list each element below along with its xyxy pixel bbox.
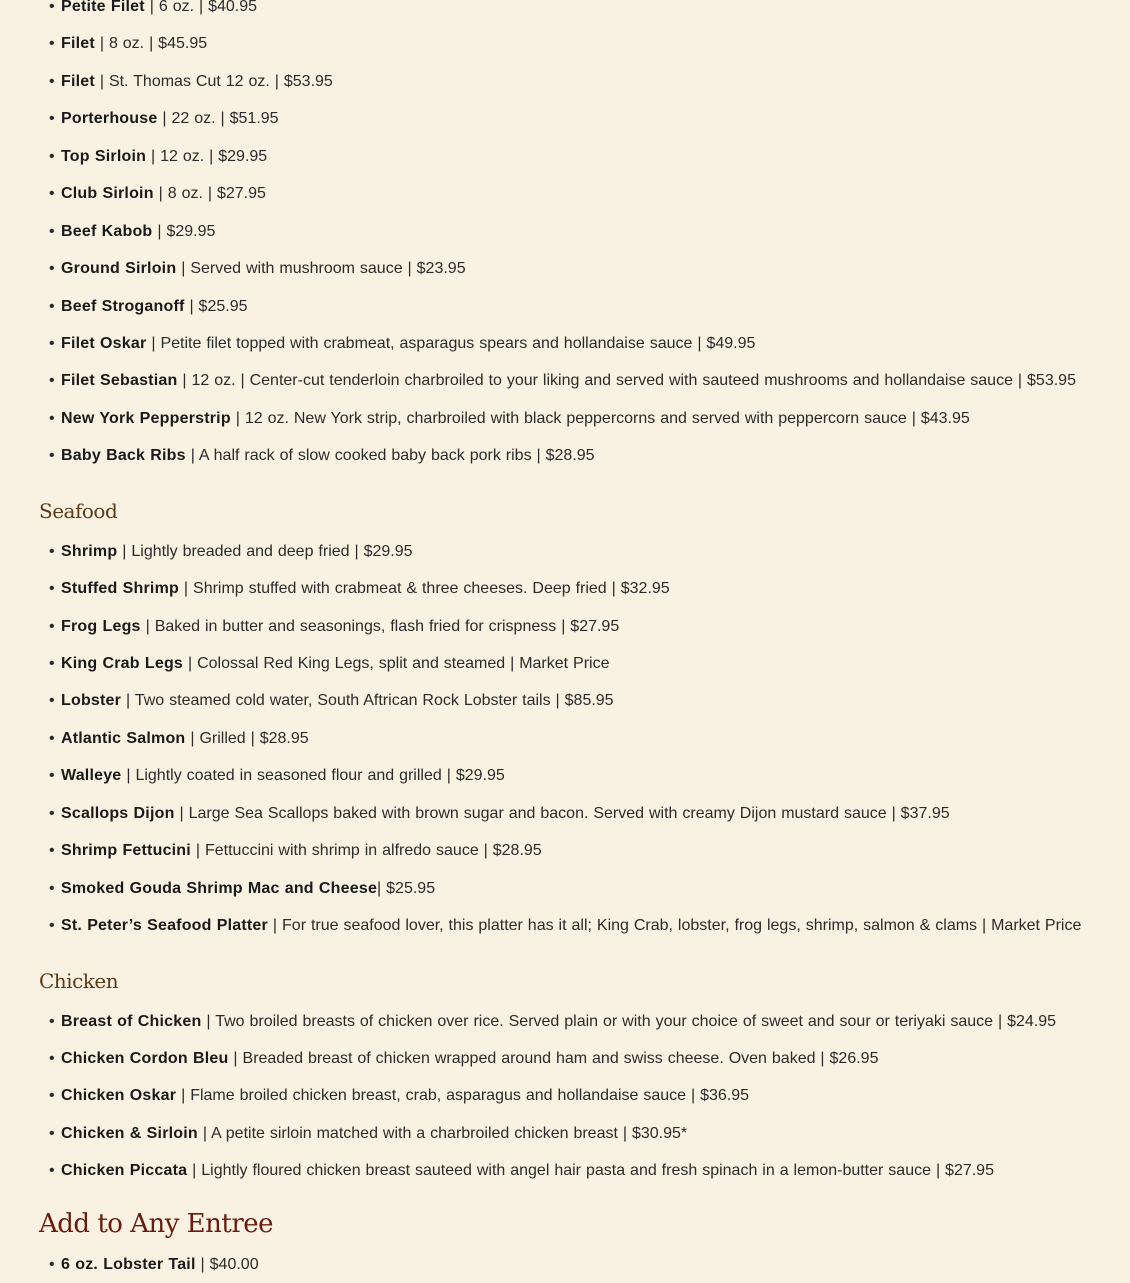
bullet: • bbox=[49, 767, 55, 785]
menu-item bbox=[0, 720, 1130, 757]
menu-item-detail: | $25.95 bbox=[184, 297, 248, 315]
menu-item-name: Lobster bbox=[61, 692, 122, 710]
menu-item bbox=[0, 1246, 1130, 1283]
menu-item bbox=[0, 682, 1130, 719]
menu-item-name: Beef Stroganoff bbox=[61, 297, 185, 315]
menu-item bbox=[0, 250, 1130, 287]
menu-item-name: Chicken & Sirloin bbox=[61, 1124, 198, 1142]
menu-item bbox=[0, 437, 1130, 474]
menu-item-name: Scallops Dijon bbox=[61, 804, 175, 822]
bullet: • bbox=[49, 1255, 55, 1273]
menu-item-detail: | Flame broiled chicken breast, crab, asparagus and hollandaise sauce | $36.95 bbox=[176, 1087, 750, 1105]
menu-item bbox=[0, 1077, 1130, 1114]
menu-item-name: Chicken Piccata bbox=[61, 1162, 188, 1180]
menu-item bbox=[0, 138, 1130, 175]
bullet: • bbox=[49, 0, 55, 15]
bullet: • bbox=[49, 260, 55, 278]
menu-item-name: New York Pepperstrip bbox=[61, 409, 231, 427]
bullet: • bbox=[49, 1012, 55, 1030]
menu-item-name: Smoked Gouda Shrimp Mac and Cheese bbox=[61, 879, 378, 897]
menu-item-name: Porterhouse bbox=[61, 110, 158, 128]
menu-item-detail: | Petite filet topped with crabmeat, asparagus spears and hollandaise sauce | $49.95 bbox=[146, 334, 756, 352]
menu-item bbox=[0, 288, 1130, 325]
section-title-chicken: Chicken bbox=[39, 968, 119, 993]
bullet: • bbox=[49, 804, 55, 822]
menu-item bbox=[0, 1003, 1130, 1040]
menu-item-detail: | 8 oz. | $45.95 bbox=[94, 35, 208, 53]
bullet: • bbox=[49, 580, 55, 598]
menu-item-detail: | Lightly coated in seasoned flour and grilled | $29.95 bbox=[121, 767, 505, 785]
menu-item-name: Ground Sirloin bbox=[61, 260, 177, 278]
menu-item-detail: | Colossal Red King Legs, split and steamed | Market Price bbox=[183, 655, 610, 672]
menu-item bbox=[0, 362, 1130, 399]
bullet: • bbox=[49, 1162, 55, 1180]
bullet: • bbox=[49, 842, 55, 860]
menu-item-detail: | Fettuccini with shrimp in alfredo sauce | $28.95 bbox=[190, 842, 542, 860]
menu-item bbox=[0, 757, 1130, 794]
bullet: • bbox=[49, 185, 55, 203]
bullet: • bbox=[49, 692, 55, 710]
menu-item bbox=[0, 608, 1130, 645]
menu-item-name: Chicken Cordon Bleu bbox=[61, 1049, 229, 1067]
section-title-seafood: Seafood bbox=[39, 498, 118, 523]
menu-item-name: Shrimp Fettucini bbox=[61, 842, 191, 860]
bullet: • bbox=[49, 147, 55, 165]
menu-item bbox=[0, 907, 1130, 944]
menu-item-detail: | A half rack of slow cooked baby back pork ribs | $28.95 bbox=[185, 447, 595, 465]
bullet: • bbox=[49, 447, 55, 465]
bullet: • bbox=[49, 542, 55, 560]
menu-item-detail: | $25.95 bbox=[377, 879, 436, 897]
menu-item-detail: | 12 oz. | Center-cut tenderloin charbroiled to your liking and served with sauteed mushrooms and hollandaise sauce | $53.95 bbox=[177, 372, 1076, 390]
bullet: • bbox=[49, 297, 55, 315]
menu-item-name: Filet bbox=[61, 72, 95, 90]
bullet: • bbox=[49, 110, 55, 128]
bullet: • bbox=[49, 879, 55, 897]
section-title-add-to-entree: Add to Any Entree bbox=[39, 1208, 274, 1239]
menu-item-name: Club Sirloin bbox=[61, 185, 154, 203]
menu-item-detail: | St. Thomas Cut 12 oz. | $53.95 bbox=[94, 72, 333, 90]
bullet: • bbox=[49, 1049, 55, 1067]
menu-item bbox=[0, 213, 1130, 250]
menu-item-name: Filet Oskar bbox=[61, 334, 147, 352]
menu-item-name: Filet Sebastian bbox=[61, 372, 178, 390]
bullet: • bbox=[49, 617, 55, 635]
menu-item bbox=[0, 175, 1130, 212]
menu-item-detail: | 12 oz. New York strip, charbroiled with black peppercorns and served with peppercorn sauce | $43.95 bbox=[230, 409, 970, 427]
menu-item-detail: | Grilled | $28.95 bbox=[185, 729, 309, 747]
bullet: • bbox=[49, 35, 55, 53]
bullet: • bbox=[49, 409, 55, 427]
menu-item-detail: | 12 oz. | $29.95 bbox=[146, 147, 268, 165]
menu-item-detail: | 22 oz. | $51.95 bbox=[157, 110, 279, 128]
menu-item-detail: | A petite sirloin matched with a charbroiled chicken breast | $30.95* bbox=[197, 1124, 688, 1142]
menu-item-detail: | Large Sea Scallops baked with brown sugar and bacon. Served with creamy Dijon mustard sauce | $37.95 bbox=[174, 804, 950, 822]
bullet: • bbox=[49, 917, 55, 935]
menu-item-name: 6 oz. Lobster Tail bbox=[61, 1255, 196, 1273]
menu-item-name: Atlantic Salmon bbox=[61, 729, 186, 747]
menu-item bbox=[0, 0, 1130, 25]
menu-item-detail: | 8 oz. | $27.95 bbox=[153, 185, 266, 203]
menu-item-detail: | Baked in butter and seasonings, flash fried for crispness | $27.95 bbox=[140, 617, 620, 635]
menu-item-detail: | $40.00 bbox=[195, 1255, 259, 1273]
menu-item-name: Filet bbox=[61, 35, 95, 53]
menu-item-name: King Crab Legs bbox=[61, 655, 184, 672]
menu-item bbox=[0, 325, 1130, 362]
menu-item bbox=[0, 570, 1130, 607]
menu-item-name: St. Peter’s Seafood Platter bbox=[61, 917, 268, 935]
bullet: • bbox=[49, 372, 55, 390]
menu-item-detail: | For true seafood lover, this platter has it all; King Crab, lobster, frog legs, shrimp, salmon & clams | Market Price bbox=[267, 917, 1082, 935]
menu-item bbox=[0, 1040, 1130, 1077]
menu-item bbox=[0, 100, 1130, 137]
addon-list bbox=[0, 1246, 1130, 1283]
menu-item-detail: | 6 oz. | $40.95 bbox=[144, 0, 258, 15]
menu-item-detail: | $29.95 bbox=[152, 222, 216, 240]
menu-item-detail: | Served with mushroom sauce | $23.95 bbox=[176, 260, 466, 278]
menu-item bbox=[0, 25, 1130, 62]
bullet: • bbox=[49, 334, 55, 352]
menu-item bbox=[0, 1152, 1130, 1189]
menu-item-detail: | Shrimp stuffed with crabmeat & three cheeses. Deep fried | $32.95 bbox=[178, 580, 670, 598]
menu-item-name: Stuffed Shrimp bbox=[61, 580, 179, 598]
menu-item bbox=[0, 533, 1130, 570]
menu-item-detail: | Two broiled breasts of chicken over rice. Served plain or with your choice of sweet and sour or teriyaki sauce | $24.95 bbox=[201, 1012, 1057, 1030]
menu-item bbox=[0, 795, 1130, 832]
menu-item-detail: | Lightly breaded and deep fried | $29.95 bbox=[117, 542, 413, 560]
menu-item bbox=[0, 832, 1130, 869]
menu-item-name: Petite Filet bbox=[61, 0, 145, 15]
menu-item bbox=[0, 870, 1130, 907]
menu-item-name: Walleye bbox=[61, 767, 122, 785]
menu-item-name: Chicken Oskar bbox=[61, 1087, 177, 1105]
menu-item-name: Beef Kabob bbox=[61, 222, 153, 240]
chicken-list bbox=[0, 1003, 1130, 1190]
menu-item-name: Breast of Chicken bbox=[61, 1012, 202, 1030]
menu-item-detail: | Lightly floured chicken breast sauteed with angel hair pasta and fresh spinach in a lemon-butter sauce | $27.95 bbox=[187, 1162, 994, 1180]
bullet: • bbox=[49, 72, 55, 90]
bullet: • bbox=[49, 1124, 55, 1142]
menu-item bbox=[0, 63, 1130, 100]
menu-item-name: Frog Legs bbox=[61, 617, 141, 635]
menu-item bbox=[0, 645, 1130, 682]
steaks-list bbox=[0, 0, 1130, 475]
menu-item-name: Top Sirloin bbox=[61, 147, 147, 165]
menu-item bbox=[0, 400, 1130, 437]
menu-item bbox=[0, 1115, 1130, 1152]
seafood-list bbox=[0, 533, 1130, 945]
menu-item-detail: | Two steamed cold water, South Aftrican Rock Lobster tails | $85.95 bbox=[121, 692, 614, 710]
bullet: • bbox=[49, 1087, 55, 1105]
bullet: • bbox=[49, 655, 55, 672]
bullet: • bbox=[49, 222, 55, 240]
bullet: • bbox=[49, 729, 55, 747]
menu-item-name: Baby Back Ribs bbox=[61, 447, 186, 465]
menu-item-detail: | Breaded breast of chicken wrapped around ham and swiss cheese. Oven baked | $26.95 bbox=[228, 1049, 879, 1067]
menu-item-name: Shrimp bbox=[61, 542, 118, 560]
